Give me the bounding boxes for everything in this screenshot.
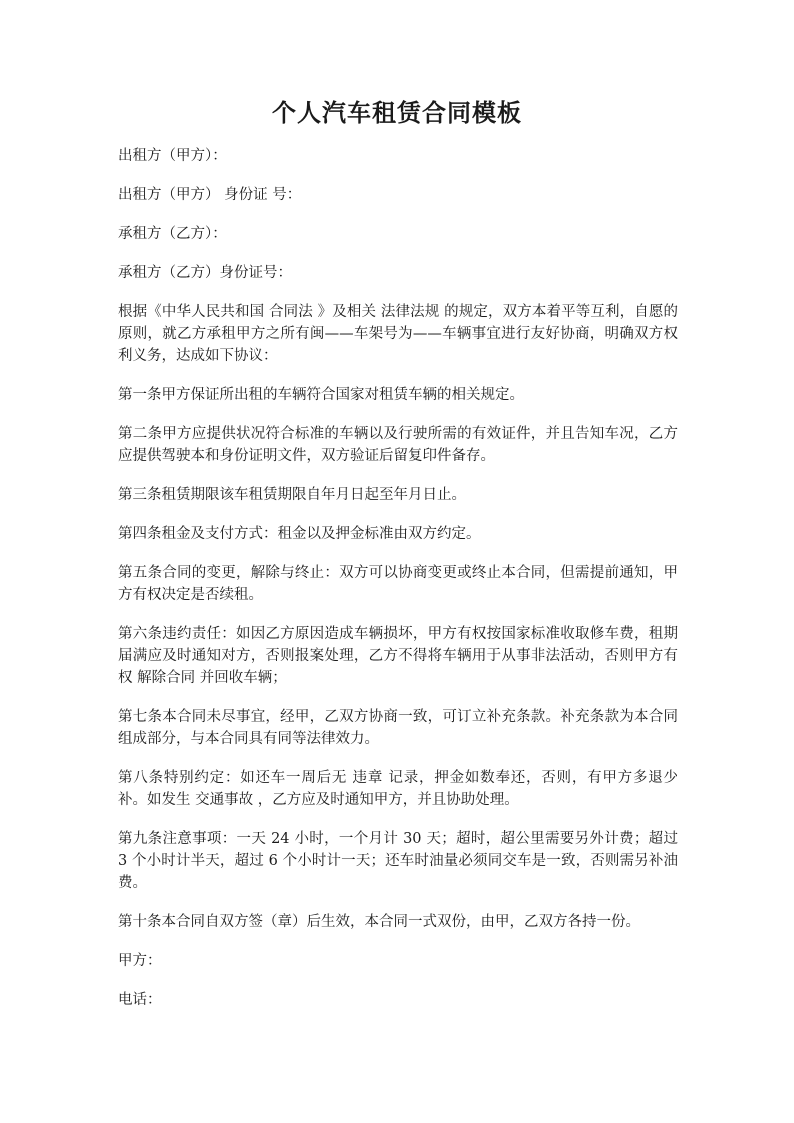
phone-line: 电话： <box>118 992 162 1008</box>
article-6: 第六条违约责任：如因乙方原因造成车辆损坏，甲方有权按国家标准收取修车费，租期届满应及时通知对方，否则报案处理，乙方不得将车辆用于从事非法活动，否则甲方有权 解除合同 并回收车辆； <box>118 626 678 686</box>
article-5: 第五条合同的变更，解除与终止：双方可以协商变更或终止本合同，但需提前通知，甲方有权决定是否续租。 <box>118 565 678 603</box>
article-3: 第三条租赁期限该车租赁期限自年月日起至年月日止。 <box>118 487 466 503</box>
document-title: 个人汽车租赁合同模板 <box>272 98 522 127</box>
article-4: 第四条租金及支付方式：租金以及押金标准由双方约定。 <box>118 526 481 542</box>
article-8: 第八条特别约定：如还车一周后无 违章 记录，押金如数奉还，否则，有甲方多退少补。如发生 交通事故 ，乙方应及时通知甲方，并且协助处理。 <box>118 770 678 808</box>
lessee-id-line: 承租方（乙方）身份证号： <box>118 265 292 281</box>
article-9: 第九条注意事项：一天 24 小时，一个月计 30 天；超时，超公里需要另外计费；超过 3 个小时计半天，超过 6 个小时计一天；还车时油量必须同交车是一致，否则需另补油费。 <box>118 831 683 891</box>
article-1: 第一条甲方保证所出租的车辆符合国家对租赁车辆的相关规定。 <box>118 387 524 403</box>
article-10: 第十条本合同自双方签（章）后生效，本合同一式双份，由甲，乙双方各持一份。 <box>118 914 640 930</box>
article-2: 第二条甲方应提供状况符合标准的车辆以及行驶所需的有效证件，并且告知车况，乙方应提供驾驶本和身份证明文件，双方验证后留复印件备存。 <box>118 426 678 464</box>
preamble-paragraph: 根据《中华人民共和国 合同法 》及相关 法律法规 的规定，双方本着平等互利，自愿的原则，就乙方承租甲方之所有闽——车架号为——车辆事宜进行友好协商，明确双方权利义务，达成如下协议： <box>118 304 678 364</box>
lessee-name-line: 承租方（乙方）： <box>118 226 227 242</box>
party-a-signature-line: 甲方： <box>118 953 162 969</box>
lessor-id-line: 出租方（甲方） 身份证 号： <box>118 187 302 203</box>
lessor-name-line: 出租方（甲方）： <box>118 148 227 164</box>
document-body <box>118 145 683 1028</box>
article-7: 第七条本合同未尽事宜，经甲，乙双方协商一致，可订立补充条款。补充条款为本合同组成部分，与本合同具有同等法律效力。 <box>118 709 678 747</box>
